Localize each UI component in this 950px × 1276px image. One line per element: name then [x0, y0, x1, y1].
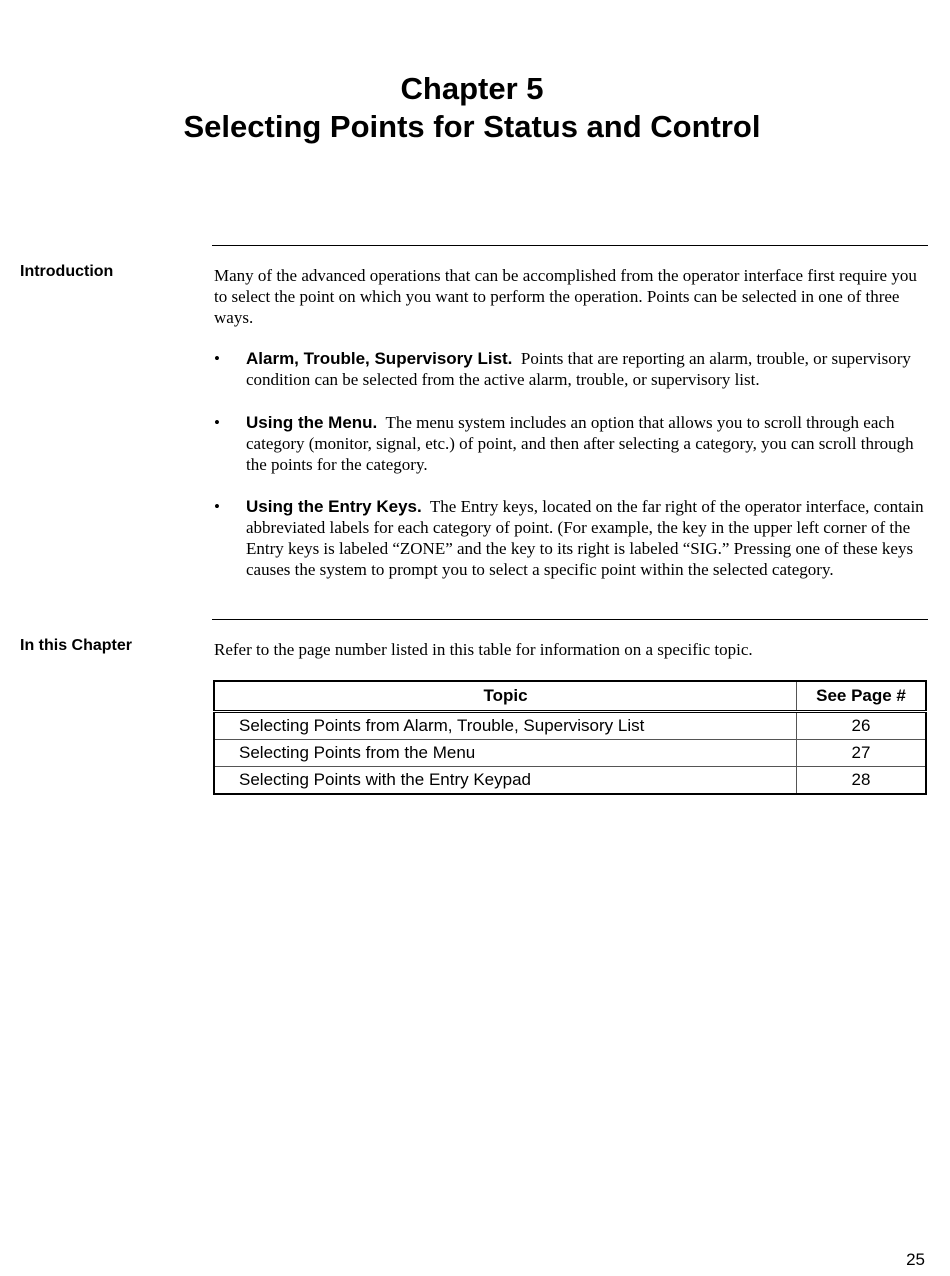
bullet-text: Points that are reporting an alarm, trouble, or supervisory condition can be selected from the active alarm, trouble, or supervisory list.: [246, 349, 911, 389]
page-cell: 28: [797, 767, 927, 795]
chapter-heading: [0, 70, 944, 146]
bullet-menu: [214, 412, 928, 475]
bullet-entry-keys: [214, 496, 928, 580]
table-header-row: [214, 681, 926, 712]
bullet-dot: •: [214, 349, 220, 368]
bullet-dot: •: [214, 497, 220, 516]
page-number: 25: [906, 1250, 925, 1269]
bullet-lead: Using the Menu.: [246, 413, 378, 432]
section-divider: [212, 619, 928, 620]
bullet-text: The menu system includes an option that allows you to scroll through each category (monitor, signal, etc.) of point, and then after selecting a category, you can scroll through the points for the category.: [246, 413, 914, 474]
chapter-number: Chapter 5: [400, 71, 544, 106]
table-row: [214, 740, 926, 767]
topic-cell: Selecting Points from Alarm, Trouble, Supervisory List: [214, 712, 797, 740]
topics-table: [213, 680, 927, 795]
section-divider: [212, 245, 928, 246]
chapter-title: Selecting Points for Status and Control: [183, 109, 761, 144]
introduction-paragraph: Many of the advanced operations that can be accomplished from the operator interface first require you to select the point on which you want to perform the operation. Points can be selected in one of three ways.: [214, 266, 917, 327]
in-this-chapter-label: In this Chapter: [20, 637, 133, 654]
table-row: [214, 712, 926, 740]
page-cell: 26: [797, 712, 927, 740]
page-column-header: See Page #: [797, 681, 927, 712]
topic-column-header: Topic: [214, 681, 797, 712]
in-this-chapter-paragraph: Refer to the page number listed in this table for information on a specific topic.: [214, 640, 753, 659]
bullet-text: The Entry keys, located on the far right of the operator interface, contain abbreviated labels for each category of point. (For example, the key in the upper left corner of the Entry keys is labeled “ZONE” and the key to its right is labeled “SIG.” Pressing one of these keys causes the system to prompt you to select a specific point within the selected category.: [246, 497, 924, 579]
topic-cell: Selecting Points from the Menu: [214, 740, 797, 767]
introduction-label: Introduction: [20, 263, 114, 280]
topic-cell: Selecting Points with the Entry Keypad: [214, 767, 797, 795]
page-cell: 27: [797, 740, 927, 767]
bullet-alarm-list: [214, 348, 928, 390]
bullet-lead: Using the Entry Keys.: [246, 497, 422, 516]
bullet-dot: •: [214, 413, 220, 432]
bullet-lead: Alarm, Trouble, Supervisory List.: [246, 349, 513, 368]
table-row: [214, 767, 926, 795]
